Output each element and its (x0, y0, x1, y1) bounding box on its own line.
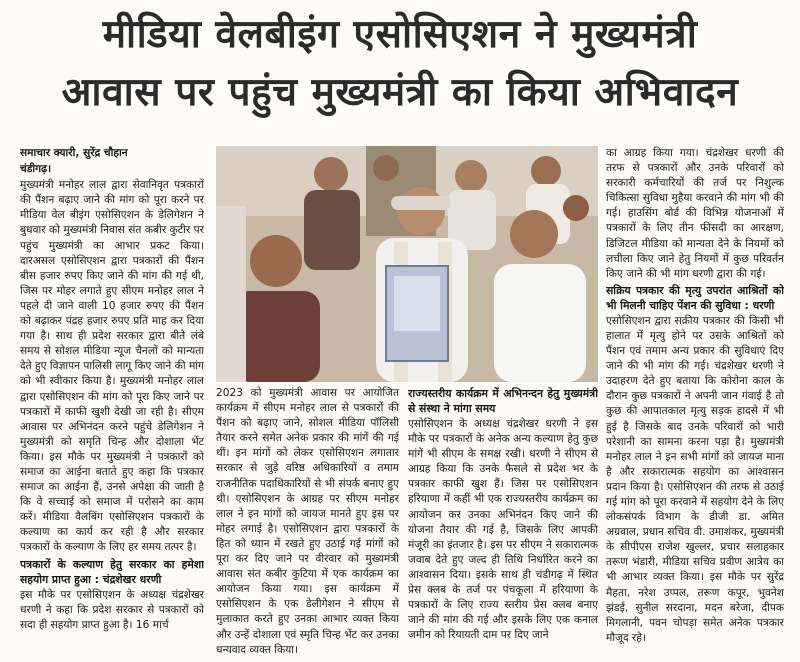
article-column-1 (20, 146, 204, 658)
subheading: राज्यस्तरीय कार्यक्रम में अभिनन्दन हेतु मुख्यमंत्री से संस्था ने मांगा समय (408, 387, 598, 415)
photo-illustration (216, 146, 598, 382)
article-column-3 (408, 386, 598, 658)
article-column-2 (216, 386, 399, 658)
subheading: पत्रकारों के कल्याण हेतु सरकार का हमेशा सहयोग प्राप्त हुआ : चंद्रशेखर धरणी (20, 557, 204, 586)
paragraph: का आग्रह किया गया। चंद्रशेखर धरणी की तरफ से पत्रकारों और उनके परिवारों को सरकारी कर्मचारियों की तर्ज पर निशुल्क चिकित्सा सुविधा मुहैया करवाने की मांग भी की गई। हाउसिंग बोर्ड की विभिन्न योजनाओं में पत्रकारों के लिए तीन फीसदी का आरक्षण, डिजिटल मीडिया को मान्यता देने के नियमों को लचीला किए जाने हेतु नियमों में कुछ परिवर्तन किए जाने की भी मांग धरणी द्वारा की गई। (606, 147, 784, 280)
paragraph: इस मौके पर एसोसिएशन के अध्यक्ष चंद्रशेखर धरणी ने कहा कि प्रदेश सरकार से पत्रकारों को सदा ही सहयोग प्राप्त हुआ है। 16 मार्च (20, 588, 204, 631)
headline-line-1: मीडिया वेलबीइंग एसोसिएशन ने मुख्यमंत्री (102, 12, 698, 57)
byline-reporter: समाचार क्यारी, सुरेंद्र चौहान (20, 147, 128, 159)
paragraph: एसोसिएशन के अध्यक्ष चंद्रशेखर धरणी ने इस मौके पर पत्रकारों के अनेक अन्य कल्याण हेतु कुछ मांगें भी सीएम के समक्ष रखी। धरणी ने सीएम से आग्रह किया कि उनके फैसले से प्रदेश भर के पत्रकार काफी खुश हैं। जिस पर एसोसिएशन हरियाणा में कहीं भी एक राज्यस्तरीय कार्यक्रम का आयोजन कर उनका अभिनंदन किए जाने की योजना तैयार की गई है, जिसके लिए आपकी मंजूरी का इंतजार है। इस पर सीएम ने सकारात्मक जवाब देते हुए जल्द ही तिथि निर्धारित करने का आश्वासन दिया। इसके साथ ही चंडीगढ़ में स्थित प्रेस क्लब के तर्ज पर पंचकूला में हरियाणा के पत्रकारों के लिए राज्य स्तरीय प्रेस क्लब बनाए जाने की मांग की गई और इसके लिए एक कनाल जमीन को रियायती दाम पर दिए जाने (408, 418, 598, 642)
headline-line-2: आवास पर पहुंच मुख्यमंत्री का किया अभिवादन (61, 70, 739, 115)
byline-dateline: चंडीगढ़। (20, 163, 52, 176)
paragraph: मुख्यमंत्री मनोहर लाल द्वारा सेवानिवृत पत्रकारों की पैंशन बढ़ाए जाने की मांग को पूरा करने पर मीडिया वेल बीइंग एसोसिएशन के डेलिगेशन ने बुधवार को मुख्यमंत्री निवास संत कबीर कुटीर पर पहुंच मुख्यमंत्री का आभार प्रकट किया। दारअसल एसोसिएशन द्वारा पत्रकारों की पैंशन बीस हजार रुपए किए जाने की मांग की गई थी, जिस पर मोहर लगाते हुए सीएम मनोहर लाल ने पहले दी जाने वाली 10 हजार रुपए की पैंशन को बढ़ाकर पंद्रह हजार रुपए प्रति माह कर दिया गया है। साथ ही प्रदेश सरकार द्वारा बीते लंबे समय से सोशल मीडिया न्यूज चैनलों को मान्यता देते हुए विज्ञापन पालिसी लागू किए जाने की मांग को भी स्वीकार किया है। मुख्यमंत्री मनोहर लाल द्वारा एसोसिएशन की मांग को पूरा किए जाने पर पत्रकारों में काफी खुशी देखी जा रही है। सीएम आवास पर अभिनंदन करने पहुंचे डेलिगेशन ने मुख्यमंत्री को समृति चिन्ह और दोशाला भेंट किया। इस मौके पर मुख्यमंत्री ने पत्रकारों को समाज का आईना बताते हुए कहा कि पत्रकार समाज का आईना हैं, उनसे अपेक्षा की जाती है कि वे सच्चाई को समाज में परोसने का काम करें। मीडिया वैलबिंग एसोसिएशन पत्रकारों के कल्याण का कार्य कर रही है और सरकार पत्रकारों के कल्याण के लिए हर समय तत्पर है। (20, 179, 204, 554)
paragraph: एसोसिएशन द्वारा सक्रीय पत्रकार की किसी भी हालात में मृत्यु होने पर उसके आश्रितों को पैंशन एवं तमाम अन्य प्रकार की सुविधाएं दिए जाने की भी मांग की गई। चंद्रशेखर धरणी ने उदाहरण देते हुए बताया कि कोरोना काल के दौरान कुछ पत्रकारों ने अपनी जान गंवाई है तो कुछ की आपातकाल मृत्यु सड़क हादसे में भी हुई है जिसके बाद उनके परिवारों को भारी परेशानी का सामना करना पड़ा है। मुख्यमंत्री मनोहर लाल ने इन सभी मांगों को जायज माना है और सकारात्मक सहयोग का आश्वासन प्रदान किया है। एसोसिएशन की तरफ से उठाई गई मांग को पूरा करवाने में सहयोग देने के लिए लोकसंपर्क विभाग के डीजी डा. अमित अग्रवाल, प्रधान सचिव वी. उमाशंकर, मुख्यमंत्री के सीपीएस राजेश खुल्लर, प्रचार सलाहकार तरूण भंडारी, मीडिया सचिव प्रवीण आत्रेय का भी आभार व्यक्त किया। इस मौके पर सुरेंद्र मैहता, नरेश उप्पल, तरूण कपूर, भुवनेश झंडई, सुनील सरदाना, मदन बरेजा, दीपक मिगलानी, पवन चोपड़ा समेत अनेक पत्रकार मौजूद रहे। (606, 314, 784, 644)
subheading: सक्रिय पत्रकार की मृत्यु उपरांत आश्रितों को भी मिलनी चाहिए पेंशन की सुविधा : धरणी (606, 283, 784, 312)
article-column-4 (606, 146, 784, 658)
headline (8, 6, 792, 134)
paragraph: 2023 को मुख्यमंत्री आवास पर आयोजित कार्यक्रम में सीएम मनोहर लाल से पत्रकारों की पैंशन को बढ़ाए जाने, सोशल मीडिया पॉलिसी तैयार करने समेत अनेक प्रकार की मांगें की गई थीं। इन मांगों को लेकर एसोसिएशन लगातार सरकार से जुड़े वरिष्ठ अधिकारियों व तमाम राजनीतिक पदाधिकारियों से भी संपर्क बनाए हुए थी। एसोसिएशन के आग्रह पर सीएम मनोहर लाल ने इन मांगों को जायज मानते हुए इस पर मोहर लगाई है। एसोसिएशन द्वारा पत्रकारों के हित को ध्यान में रखते हुए उठाई गई मांगों को पूरा कर दिए जाने पर वीरवार को मुख्यमंत्री आवास संत कबीर कुटिया में एक कार्यक्रम का आयोजन किया गया। इस कार्यक्रम में एसोसिएशन के एक डेलीगेशन ने सीएम से मुलाकात करते हुए उनका आभार व्यक्त किया और उन्हें दोशाला एवं स्मृति चिन्ह भेंट कर उनका धन्यवाद व्यक्त किया। (216, 387, 399, 656)
news-photo (216, 146, 598, 382)
